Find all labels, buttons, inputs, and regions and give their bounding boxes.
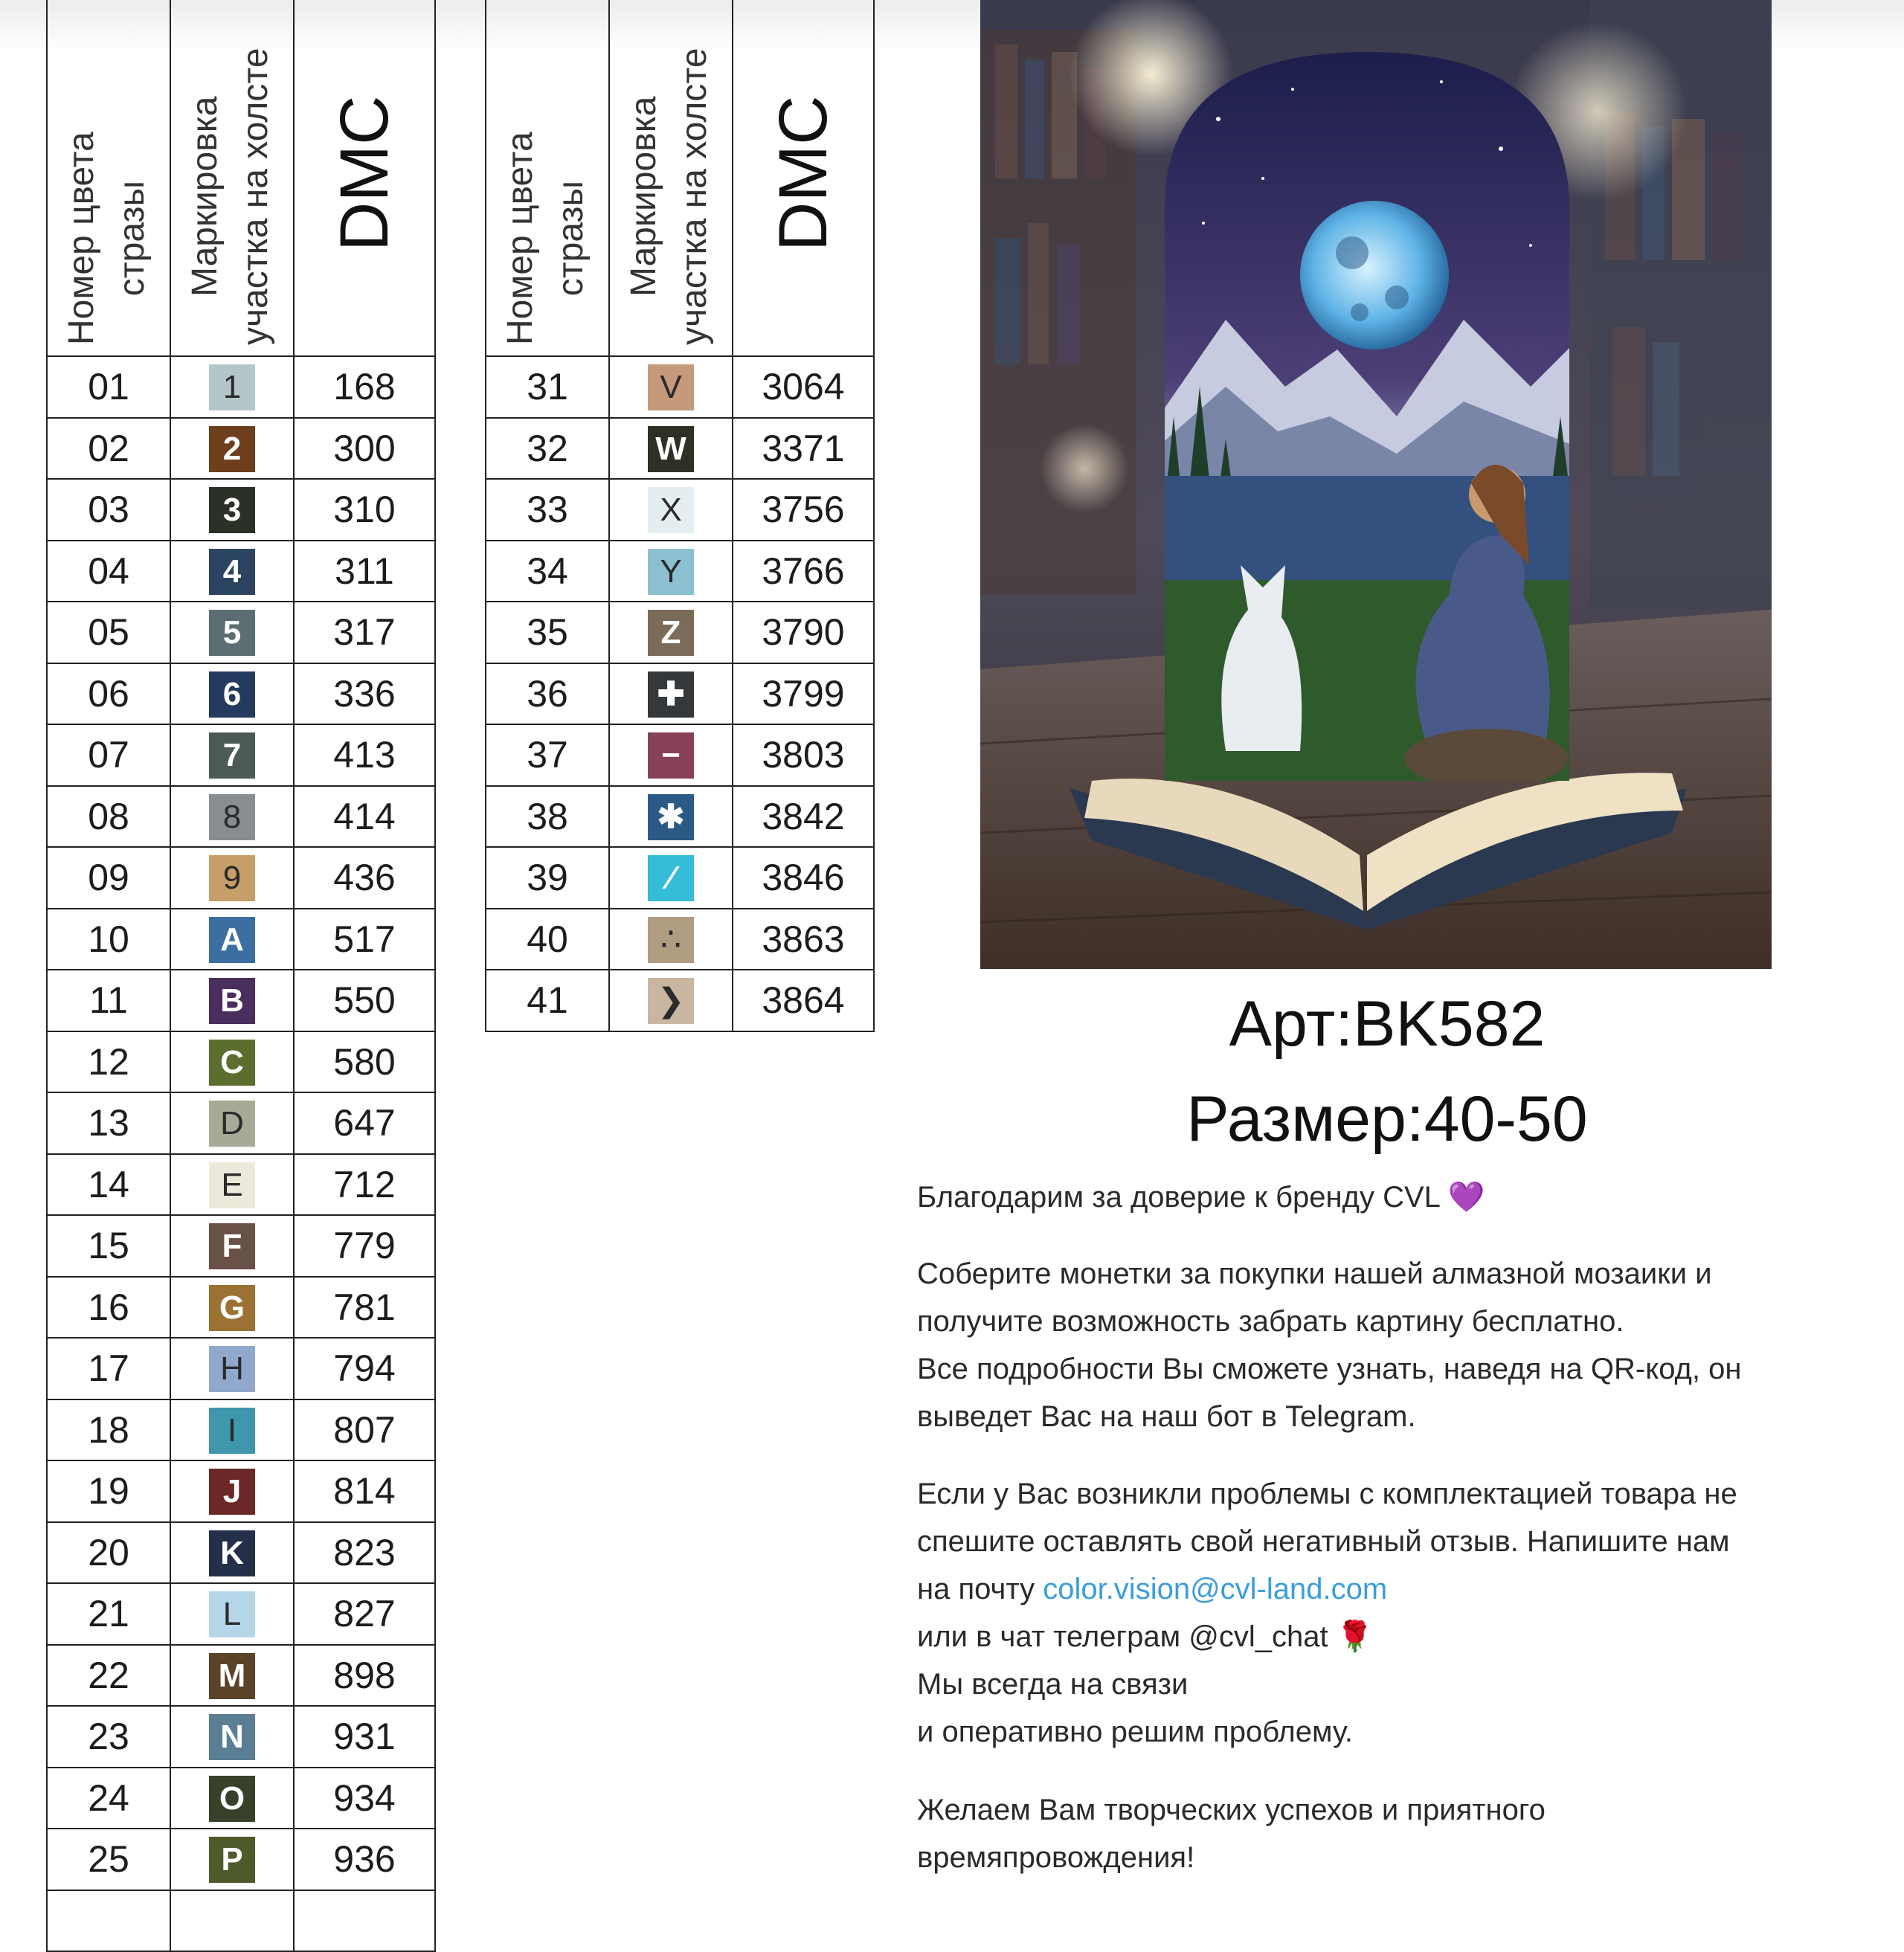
marking-cell: [170, 786, 294, 848]
dmc-code: 168: [294, 356, 435, 418]
color-swatch: −: [648, 732, 694, 779]
marking-cell: [609, 847, 733, 909]
text-line: получите возможность забрать картину бесплатно.: [917, 1305, 1624, 1338]
table-row: [486, 541, 874, 602]
color-number: 24: [47, 1768, 170, 1829]
color-swatch: F: [209, 1223, 255, 1269]
product-size: Размер:40-50: [1186, 1083, 1588, 1155]
color-number: 40: [486, 909, 609, 970]
dmc-code: 3766: [733, 541, 874, 602]
color-number: 04: [47, 541, 170, 602]
dmc-code: 3756: [733, 479, 874, 541]
dmc-code: 898: [294, 1645, 435, 1707]
table-row: [486, 602, 874, 663]
dmc-code: 3863: [733, 909, 874, 970]
color-number: 38: [486, 786, 609, 848]
color-number: 32: [486, 418, 609, 480]
marking-cell: [609, 663, 733, 725]
color-swatch: O: [209, 1776, 255, 1822]
header-number: Номер цвета стразы: [47, 0, 170, 356]
color-number: 06: [47, 663, 170, 725]
table-row: [47, 602, 435, 663]
dmc-code: 934: [294, 1768, 435, 1829]
table-row: [47, 1031, 435, 1093]
table-row: [47, 1829, 435, 1890]
color-swatch: ❯: [648, 978, 694, 1024]
color-number: 12: [47, 1031, 170, 1093]
marking-cell: [170, 1768, 294, 1829]
marking-cell: [170, 1215, 294, 1277]
color-number: 02: [47, 418, 170, 480]
color-swatch: J: [209, 1469, 255, 1515]
marking-cell: [609, 602, 733, 663]
table-row: [47, 1768, 435, 1829]
table-row: [486, 663, 874, 725]
table-row: [47, 541, 435, 602]
color-swatch: K: [209, 1530, 255, 1576]
color-swatch: ∴: [648, 917, 694, 963]
mail-prefix: на почту: [917, 1573, 1043, 1605]
color-number: 35: [486, 602, 609, 663]
cut-off-cell: [47, 1890, 170, 1952]
color-swatch: G: [209, 1285, 255, 1331]
marking-cell: [170, 1583, 294, 1645]
color-swatch: 4: [209, 549, 255, 595]
marking-cell: [170, 1706, 294, 1768]
dmc-code: 3371: [733, 418, 874, 480]
dmc-code: 814: [294, 1460, 435, 1522]
color-swatch: 7: [209, 732, 255, 779]
color-swatch: 6: [209, 671, 255, 718]
color-swatch: 1: [209, 364, 255, 410]
table-row: [47, 909, 435, 970]
marking-cell: [609, 909, 733, 970]
color-swatch: P: [209, 1837, 255, 1883]
color-number: 19: [47, 1460, 170, 1522]
coins-paragraph: [917, 1250, 1884, 1440]
marking-cell: [609, 479, 733, 541]
color-number: 25: [47, 1829, 170, 1890]
table-row: [47, 1706, 435, 1768]
dmc-code: 414: [294, 786, 435, 848]
dmc-code: 517: [294, 909, 435, 970]
marking-cell: [170, 418, 294, 480]
table-row: [47, 1890, 435, 1952]
email-link[interactable]: color.vision@cvl-land.com: [1043, 1573, 1388, 1605]
table-row: [47, 847, 435, 909]
dmc-code: 3864: [733, 970, 874, 1031]
table-row: [47, 663, 435, 725]
marking-cell: [609, 541, 733, 602]
marking-cell: [170, 1092, 294, 1154]
color-number: 22: [47, 1645, 170, 1707]
marking-cell: [170, 602, 294, 663]
marking-cell: [609, 786, 733, 848]
table-row: [47, 1583, 435, 1645]
table-row: [47, 479, 435, 541]
mail-line: [917, 1565, 1884, 1613]
color-swatch: ✚: [648, 671, 694, 718]
color-swatch: 3: [209, 487, 255, 533]
dmc-code: 336: [294, 663, 435, 725]
color-number: 10: [47, 909, 170, 970]
color-swatch: E: [209, 1162, 255, 1208]
color-number: 09: [47, 847, 170, 909]
text-line: Все подробности Вы сможете узнать, наведя на QR-код, он: [917, 1353, 1742, 1385]
dmc-code: 550: [294, 970, 435, 1031]
table-row: [47, 1645, 435, 1707]
color-number: 15: [47, 1215, 170, 1277]
text-line: выведет Вас на наш бот в Telegram.: [917, 1400, 1416, 1433]
color-table-1: [46, 0, 436, 1952]
color-swatch: ⁄: [648, 855, 694, 901]
dmc-code: 712: [294, 1154, 435, 1216]
table-row: [486, 970, 874, 1031]
table-row: [486, 847, 874, 909]
marking-cell: [170, 1399, 294, 1461]
table-row: [486, 418, 874, 480]
text-line: спешите оставлять свой негативный отзыв. Напишите нам: [917, 1525, 1730, 1558]
table-row: [47, 1215, 435, 1277]
article-number: Арт:BK582: [1229, 988, 1546, 1060]
header-marking: Маркировка участка на холсте: [170, 0, 294, 356]
table-row: [486, 356, 874, 418]
table-row: [486, 724, 874, 786]
table-row: [47, 970, 435, 1031]
dmc-code: 580: [294, 1031, 435, 1093]
dmc-code: 823: [294, 1522, 435, 1584]
color-swatch: X: [648, 487, 694, 533]
color-swatch: I: [209, 1408, 255, 1454]
color-swatch: ✱: [648, 794, 694, 840]
text-line: Мы всегда на связи: [917, 1668, 1189, 1701]
chat-line: или в чат телеграм @cvl_chat 🌹: [917, 1620, 1374, 1653]
color-number: 05: [47, 602, 170, 663]
dmc-code: 3064: [733, 356, 874, 418]
color-number: 31: [486, 356, 609, 418]
color-number: 41: [486, 970, 609, 1031]
dmc-code: 827: [294, 1583, 435, 1645]
color-number: 11: [47, 970, 170, 1031]
marking-cell: [170, 1031, 294, 1093]
color-number: 36: [486, 663, 609, 725]
color-swatch: H: [209, 1346, 255, 1392]
table-row: [47, 1277, 435, 1339]
dmc-code: 936: [294, 1829, 435, 1890]
table-row: [47, 724, 435, 786]
marking-cell: [170, 541, 294, 602]
color-swatch: 2: [209, 426, 255, 472]
mosaic-preview-illustration: [980, 0, 1772, 969]
color-number: 01: [47, 356, 170, 418]
header-number: Номер цвета стразы: [486, 0, 609, 356]
marking-cell: [170, 663, 294, 725]
marking-cell: [609, 418, 733, 480]
marking-cell: [170, 1645, 294, 1707]
table-row: [47, 1154, 435, 1216]
thanks-line: Благодарим за доверие к бренду CVL 💜: [917, 1181, 1485, 1214]
color-swatch: M: [209, 1653, 255, 1699]
marking-cell: [170, 970, 294, 1031]
color-number: 39: [486, 847, 609, 909]
color-swatch: 8: [209, 794, 255, 840]
color-swatch: A: [209, 917, 255, 963]
color-number: 07: [47, 724, 170, 786]
dmc-code: 3790: [733, 602, 874, 663]
color-number: 16: [47, 1277, 170, 1339]
problem-paragraph: [917, 1470, 1884, 1756]
color-number: 33: [486, 479, 609, 541]
marking-cell: [170, 1277, 294, 1339]
color-number: 08: [47, 786, 170, 848]
marking-cell: [170, 479, 294, 541]
marking-cell: [170, 724, 294, 786]
dmc-code: 413: [294, 724, 435, 786]
dmc-code: 794: [294, 1338, 435, 1399]
dmc-code: 779: [294, 1215, 435, 1277]
color-swatch: C: [209, 1040, 255, 1086]
dmc-code: 807: [294, 1399, 435, 1461]
color-swatch: N: [209, 1714, 255, 1760]
color-number: 17: [47, 1338, 170, 1399]
cut-off-cell: [170, 1890, 294, 1952]
dmc-code: 3846: [733, 847, 874, 909]
table-row: [47, 356, 435, 418]
marking-cell: [170, 1522, 294, 1584]
table-row: [486, 479, 874, 541]
dmc-code: 647: [294, 1092, 435, 1154]
dmc-code: 781: [294, 1277, 435, 1339]
thanks-text: [917, 1173, 1884, 1221]
product-image: [980, 0, 1772, 969]
table-row: [47, 1092, 435, 1154]
header-marking: Маркировка участка на холсте: [609, 0, 733, 356]
table-row: [47, 1460, 435, 1522]
text-line: Соберите монетки за покупки нашей алмазной мозаики и: [917, 1257, 1712, 1290]
color-swatch: V: [648, 364, 694, 410]
color-swatch: W: [648, 426, 694, 472]
table-row: [47, 1399, 435, 1461]
color-swatch: 5: [209, 610, 255, 656]
dmc-code: 311: [294, 541, 435, 602]
color-number: 34: [486, 541, 609, 602]
color-number: 20: [47, 1522, 170, 1584]
table-row: [47, 418, 435, 480]
color-number: 18: [47, 1399, 170, 1461]
text-line: времяпровождения!: [917, 1841, 1195, 1874]
color-table-2: [485, 0, 875, 1032]
table-row: [486, 786, 874, 848]
dmc-code: 300: [294, 418, 435, 480]
dmc-code: 3842: [733, 786, 874, 848]
dmc-code: 931: [294, 1706, 435, 1768]
color-swatch: B: [209, 978, 255, 1024]
color-swatch: Y: [648, 549, 694, 595]
marking-cell: [170, 847, 294, 909]
header-dmc: DMC: [733, 0, 874, 356]
color-number: 03: [47, 479, 170, 541]
dmc-code: 317: [294, 602, 435, 663]
color-swatch: D: [209, 1101, 255, 1147]
table-row: [47, 1338, 435, 1399]
table-row: [47, 786, 435, 848]
color-swatch: L: [209, 1591, 255, 1637]
marking-cell: [170, 356, 294, 418]
dmc-code: 436: [294, 847, 435, 909]
marking-cell: [170, 1460, 294, 1522]
marking-cell: [170, 1154, 294, 1216]
color-swatch: 9: [209, 855, 255, 901]
color-number: 37: [486, 724, 609, 786]
color-swatch: Z: [648, 610, 694, 656]
marking-cell: [170, 1829, 294, 1890]
color-number: 14: [47, 1154, 170, 1216]
marking-cell: [609, 970, 733, 1031]
text-line: Если у Вас возникли проблемы с комплектацией товара не: [917, 1478, 1737, 1510]
marking-cell: [170, 1338, 294, 1399]
dmc-code: 310: [294, 479, 435, 541]
table-row: [47, 1522, 435, 1584]
text-line: и оперативно решим проблему.: [917, 1716, 1354, 1748]
color-number: 23: [47, 1706, 170, 1768]
header-dmc: DMC: [294, 0, 435, 356]
table-row: [486, 909, 874, 970]
wish-paragraph: [917, 1786, 1884, 1881]
marking-cell: [609, 724, 733, 786]
color-number: 13: [47, 1092, 170, 1154]
text-line: Желаем Вам творческих успехов и приятного: [917, 1794, 1546, 1826]
dmc-code: 3803: [733, 724, 874, 786]
marking-cell: [609, 356, 733, 418]
color-number: 21: [47, 1583, 170, 1645]
dmc-code: 3799: [733, 663, 874, 725]
marking-cell: [170, 909, 294, 970]
cut-off-cell: [294, 1890, 435, 1952]
